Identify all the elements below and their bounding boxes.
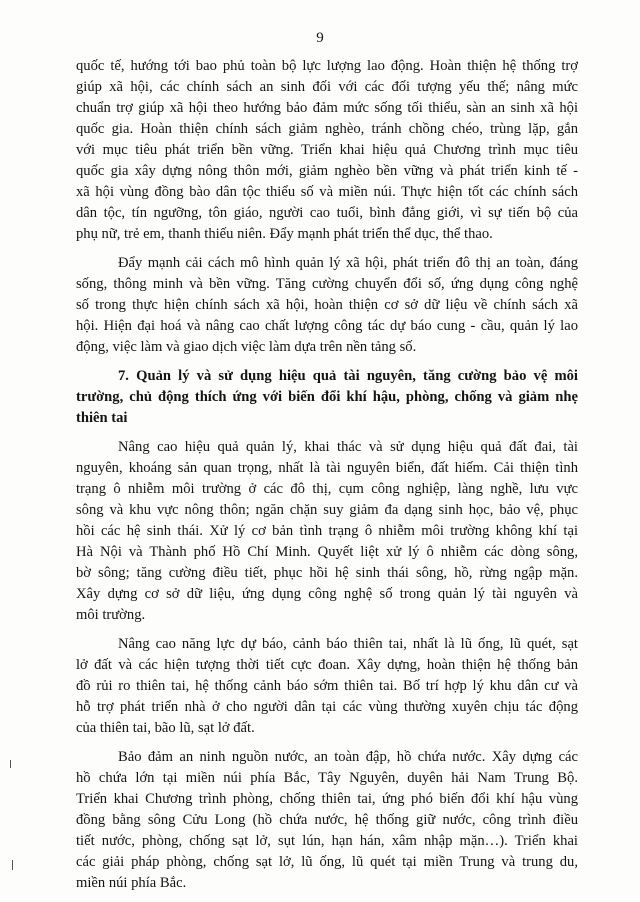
text-line: lở đất và các hiện tượng thời tiết cực đoan. Xây dựng, hoàn thiện hệ thống bản — [76, 657, 578, 673]
section-heading — [76, 366, 578, 429]
text-line: hỗ trợ phát triển nhà ở cho người dân tại các vùng thường xuyên chịu tác động — [76, 699, 578, 715]
text-line: Đẩy mạnh cải cách mô hình quản lý xã hội, phát triển đô thị an toàn, đáng — [118, 255, 578, 271]
text-line: 7. Quản lý và sử dụng hiệu quả tài nguyên, tăng cường bảo vệ môi — [118, 368, 578, 384]
text-line: quốc gia xây dựng nông thôn mới, giảm nghèo bền vững và phát triển kinh tế - — [76, 163, 578, 179]
scan-margin-mark — [12, 860, 13, 870]
paragraph — [76, 253, 578, 358]
scan-margin-mark — [10, 760, 11, 768]
text-line: Xây dựng cơ sở dữ liệu, ứng dụng công nghệ số trong quản lý tài nguyên và — [76, 586, 578, 602]
text-line: xã hội vùng đồng bào dân tộc thiểu số và miền núi. Thực hiện tốt các chính sách — [76, 184, 578, 200]
text-line: miền núi phía Bắc. — [76, 875, 187, 891]
text-line: trạng ô nhiễm môi trường ở các đô thị, cụm công nghiệp, làng nghề, lưu vực — [76, 481, 578, 497]
text-line: sông và khu vực nông thôn; ngăn chặn suy giảm đa dạng sinh học, bảo vệ, phục — [76, 502, 578, 518]
text-line: giúp xã hội, các chính sách an sinh đối với các đối tượng yếu thế; nâng mức — [76, 79, 578, 95]
page-number: 9 — [316, 30, 324, 46]
text-line: các giải pháp phòng, chống sạt lở, lũ ống, lũ quét tại miền Trung và trung du, — [76, 854, 578, 870]
text-line: dân tộc, tín ngưỡng, tôn giáo, người cao tuổi, bình đẳng giới, vì sự tiến bộ của — [76, 205, 578, 221]
text-line: Nâng cao hiệu quả quản lý, khai thác và sử dụng hiệu quả đất đai, tài — [118, 439, 578, 455]
text-line: thiên tai — [76, 410, 128, 426]
text-line: với mục tiêu phát triển bền vững. Triển khai hiệu quả Chương trình mục tiêu — [76, 142, 578, 158]
text-line: hồ chứa lớn tại miền núi phía Bắc, Tây Nguyên, duyên hải Nam Trung Bộ. — [76, 770, 578, 786]
paragraph — [76, 747, 578, 894]
paragraph — [76, 634, 578, 739]
text-line: Nâng cao năng lực dự báo, cảnh báo thiên tai, nhất là lũ ống, lũ quét, sạt — [118, 636, 578, 652]
text-line: động, việc làm và giao dịch việc làm dựa trên nền tảng số. — [76, 339, 417, 355]
text-line: hồi các hệ sinh thái. Xử lý cơ bản tình trạng ô nhiễm môi trường không khí tại — [76, 523, 578, 539]
text-line: tiết nước, phòng, chống sạt lở, sụt lún, hạn hán, xâm nhập mặn…). Triển khai — [76, 833, 578, 849]
text-line: Bảo đảm an ninh nguồn nước, an toàn đập, hồ chứa nước. Xây dựng các — [118, 749, 578, 765]
text-line: đồ rủi ro thiên tai, hệ thống cảnh báo sớm thiên tai. Bố trí hợp lý khu dân cư và — [76, 678, 578, 694]
paragraph — [76, 437, 578, 626]
page-body — [76, 56, 578, 902]
paragraph — [76, 56, 578, 245]
text-line: phụ nữ, trẻ em, thanh thiếu niên. Đẩy mạnh phát triển thể dục, thể thao. — [76, 226, 493, 242]
text-line: đồng bằng sông Cửu Long (hồ chứa nước, hệ thống giữ nước, công trình điều — [76, 812, 578, 828]
text-line: Hà Nội và Thành phố Hồ Chí Minh. Quyết liệt xử lý ô nhiễm các dòng sông, — [76, 544, 578, 560]
text-line: của thiên tai, bão lũ, sạt lở đất. — [76, 720, 255, 736]
text-line: bờ sông; tăng cường điều tiết, phục hồi hệ sinh thái sông, hồ, rừng ngập mặn. — [76, 565, 578, 581]
text-line: quốc gia. Hoàn thiện chính sách giảm nghèo, tránh chồng chéo, trùng lặp, gắn — [76, 121, 578, 137]
text-line: sống, thông minh và bền vững. Tăng cường chuyển đổi số, ứng dụng công nghệ — [76, 276, 578, 292]
text-line: Triển khai Chương trình phòng, chống thiên tai, ứng phó biến đổi khí hậu vùng — [76, 791, 578, 807]
text-line: trường, chủ động thích ứng với biến đổi khí hậu, phòng, chống và giảm nhẹ — [76, 389, 578, 405]
text-line: hội. Hiện đại hoá và nâng cao chất lượng công tác dự báo cung - cầu, quản lý lao — [76, 318, 578, 334]
text-line: quốc tế, hướng tới bao phủ toàn bộ lực lượng lao động. Hoàn thiện hệ thống trợ — [76, 58, 578, 74]
text-line: chuẩn trợ giúp xã hội theo hướng bảo đảm mức sống tối thiểu, sàn an sinh xã hội — [76, 100, 578, 116]
text-line: nguyên, khoáng sản quan trọng, nhất là tài nguyên biển, đất hiếm. Cải thiện tình — [76, 460, 578, 476]
text-line: số trong thực hiện chính sách xã hội, hoàn thiện cơ sở dữ liệu về chính sách xã — [76, 297, 578, 313]
text-line: môi trường. — [76, 607, 146, 623]
